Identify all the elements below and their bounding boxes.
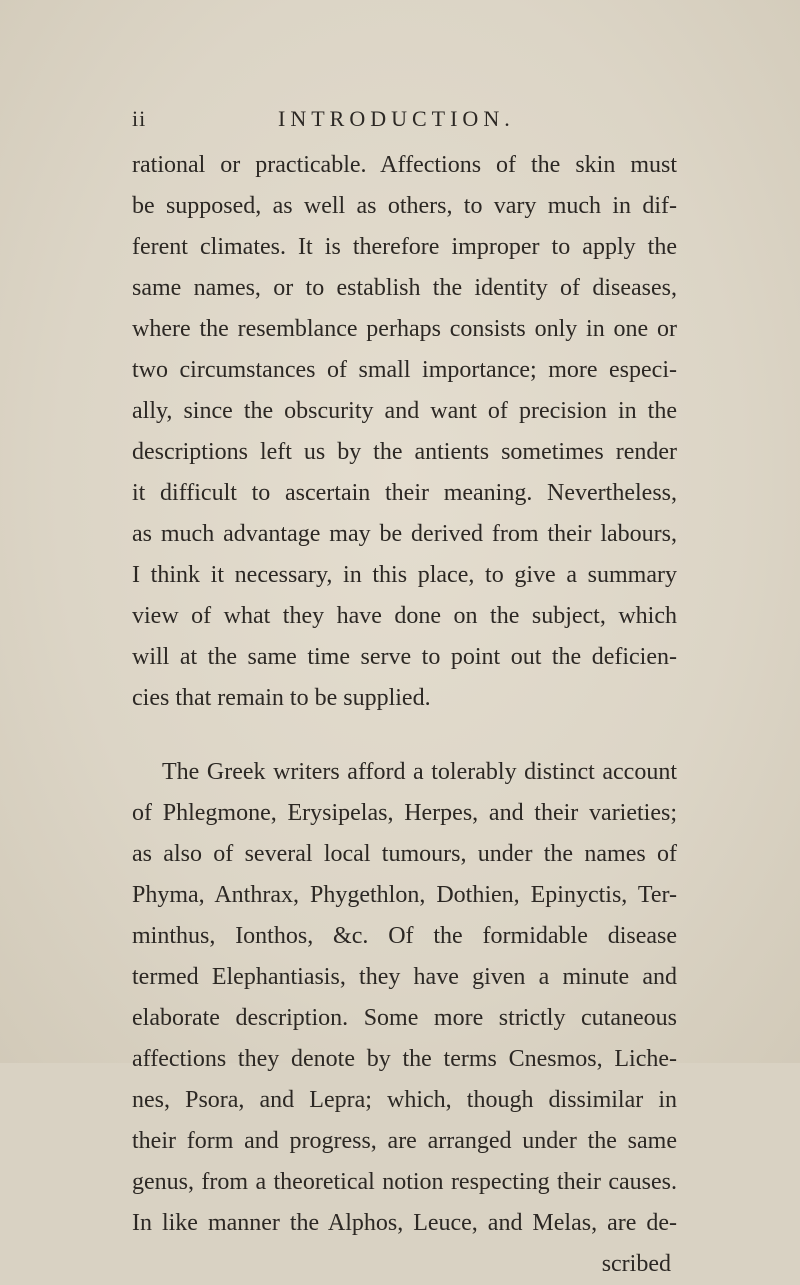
text-line: Phyma, Anthrax, Phygethlon, Dothien, Epinyctis, Ter- (132, 882, 677, 908)
text-line: will at the same time serve to point out the deficien- (132, 644, 677, 670)
text-line: two circumstances of small importance; more especi- (132, 357, 677, 383)
text-line: minthus, Ionthos, &c. Of the formidable disease (132, 923, 677, 949)
text-line: elaborate description. Some more strictly cutaneous (132, 1005, 677, 1031)
page-header (0, 106, 800, 146)
text-line: cies that remain to be supplied. (132, 685, 431, 711)
text-line: it difficult to ascertain their meaning. Nevertheless, (132, 480, 677, 506)
text-line: In like manner the Alphos, Leuce, and Melas, are de- (132, 1210, 677, 1236)
text-line: same names, or to establish the identity of diseases, (132, 275, 677, 301)
paragraph-2 (132, 752, 677, 1244)
running-head: INTRODUCTION. (278, 106, 515, 131)
text-line: termed Elephantiasis, they have given a minute and (132, 964, 677, 990)
text-line: ferent climates. It is therefore improper to apply the (132, 234, 677, 260)
text-line: nes, Psora, and Lepra; which, though dissimilar in (132, 1087, 677, 1113)
body-text (132, 145, 677, 1285)
catchword: scribed (601, 1251, 671, 1277)
text-line: where the resemblance perhaps consists only in one or (132, 316, 677, 342)
text-line: view of what they have done on the subject, which (132, 603, 677, 629)
text-line: I think it necessary, in this place, to give a summary (132, 562, 677, 588)
text-line: descriptions left us by the antients sometimes render (132, 439, 677, 465)
paragraph-gap (132, 719, 677, 752)
text-line: ally, since the obscurity and want of precision in the (132, 398, 677, 424)
text-line: affections they denote by the terms Cnesmos, Liche- (132, 1046, 677, 1072)
paragraph-1 (132, 145, 677, 719)
text-line: be supposed, as well as others, to vary much in dif- (132, 193, 677, 219)
text-line: The Greek writers afford a tolerably distinct account (162, 759, 677, 785)
text-line: as also of several local tumours, under the names of (132, 841, 677, 867)
text-line: genus, from a theoretical notion respecting their causes. (132, 1169, 677, 1195)
page-number: ii (132, 106, 147, 131)
text-line: as much advantage may be derived from their labours, (132, 521, 677, 547)
text-line: of Phlegmone, Erysipelas, Herpes, and their varieties; (132, 800, 677, 826)
text-line: rational or practicable. Affections of the skin must (132, 152, 677, 178)
text-line: their form and progress, are arranged under the same (132, 1128, 677, 1154)
